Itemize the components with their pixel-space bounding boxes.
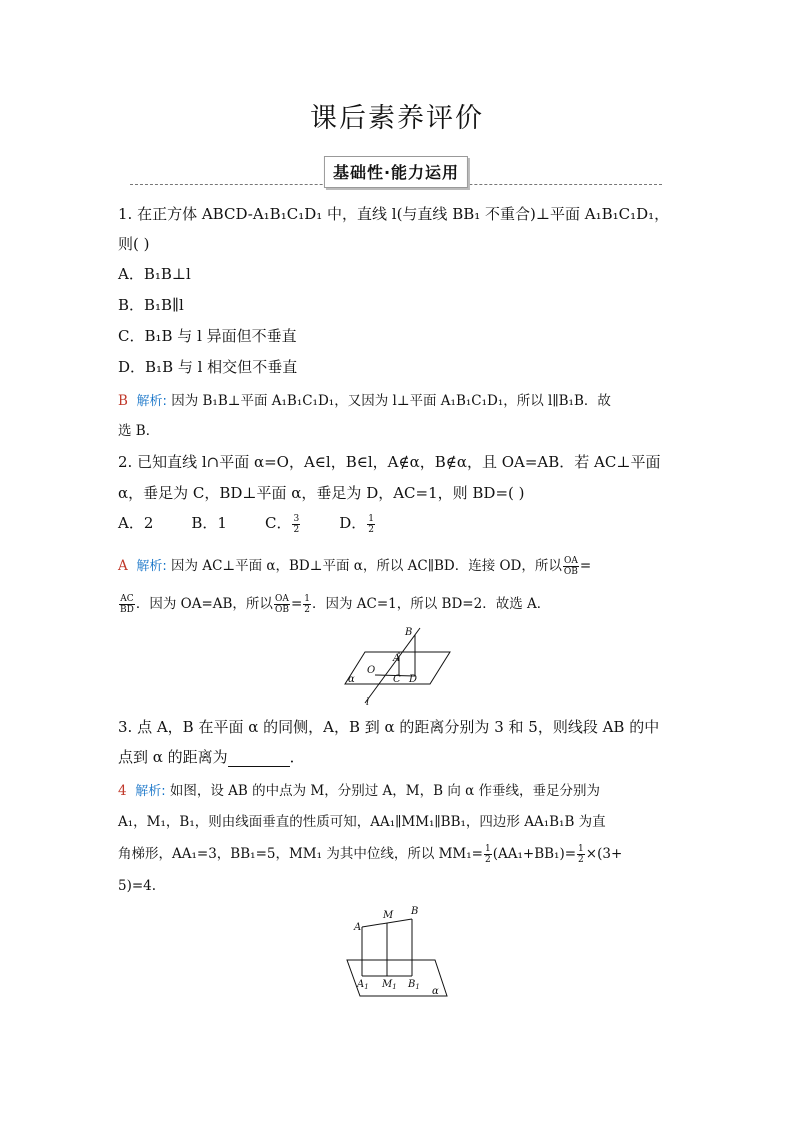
- q3-stem-line1: 3. 点 A，B 在平面 α 的同侧，A，B 到 α 的距离分别为 3 和 5，则线段 AB 的中: [118, 718, 660, 736]
- fig2-label-alpha: α: [348, 674, 355, 685]
- q2-option-d: D． $\frac{1}{2}$: [339, 513, 374, 535]
- q1-option-a: A．B₁B⊥l: [118, 265, 191, 283]
- fig3-label-M: M: [383, 910, 394, 921]
- q3-explanation-label: 解析:: [135, 784, 166, 799]
- fig2-label-B: B: [405, 627, 413, 638]
- q3-answer: 4: [118, 783, 127, 799]
- fig2-label-O: O: [367, 665, 376, 676]
- q1-explanation-line2: 选 B．: [118, 423, 160, 439]
- fig3-label-alpha: α: [432, 986, 439, 997]
- q2-options: [118, 512, 678, 535]
- q3-figure: [340, 902, 455, 1002]
- q1-explanation-line1: [118, 389, 678, 409]
- q2-explanation-line1: A 解析: 因为 AC⊥平面 α，BD⊥平面 α，所以 AC∥BD．连接 OD，所以 $\frac{OA}{OB}$ =: [118, 556, 592, 577]
- q3-explanation-line3: 角梯形，AA₁=3，BB₁=5，MM₁ 为其中位线，所以 MM₁= $\frac{1}{2}$ (AA₁+BB₁)= $\frac{1}{2}$ ×(3+: [118, 844, 623, 865]
- q2-option-a: A．2: [118, 514, 154, 532]
- q3-explanation-line2: A₁，M₁，B₁，则由线面垂直的性质可知，AA₁∥MM₁∥BB₁，四边形 AA₁B₁B 为直: [118, 814, 606, 830]
- q2-stem-line2: α，垂足为 C，BD⊥平面 α，垂足为 D，AC=1，则 BD=( ): [118, 484, 525, 502]
- q1-option-b: B．B₁B∥l: [118, 296, 184, 314]
- q2-figure: [335, 622, 460, 707]
- q3-stem-line2: 点到 α 的距离为 ．: [118, 748, 305, 766]
- fig3-label-A: A: [354, 922, 362, 933]
- fig3-label-B1: $B_1$: [408, 979, 420, 991]
- q1-stem-line2: 则( ): [118, 235, 150, 253]
- q2-option-c: C． $\frac{3}{2}$: [264, 513, 300, 535]
- q1-stem-line1: 1. 在正方体 ABCD-A₁B₁C₁D₁ 中，直线 l(与直线 BB₁ 不重合)⊥平面 A₁B₁C₁D₁，: [118, 205, 670, 223]
- section-title: 基础性·能力运用: [324, 156, 468, 188]
- page-title: 课后素养评价: [310, 103, 484, 134]
- fig2-label-l: l: [366, 697, 370, 707]
- q1-explanation-label: 解析:: [136, 394, 167, 409]
- q2-stem-line1: 2. 已知直线 l∩平面 α=O，A∈l，B∈l，A∉α，B∉α，且 OA=AB．若 AC⊥平面: [118, 453, 661, 471]
- q2-explanation-label: 解析:: [136, 559, 167, 574]
- q2-explanation-line2: $\frac{AC}{BD}$ ．因为 OA=AB，所以 $\frac{OA}{OB}$ = $\frac{1}{2}$ ．因为 AC=1，所以 BD=2．故选 A．: [120, 594, 551, 615]
- q1-option-d: D．B₁B 与 l 相交但不垂直: [118, 358, 298, 376]
- q1-option-c: C．B₁B 与 l 异面但不垂直: [118, 327, 297, 345]
- section-header: [130, 156, 662, 186]
- q3-explanation-line4: 5)=4.: [118, 878, 157, 894]
- q2-option-b: B．1: [191, 514, 227, 532]
- fig3-label-A1: $A_1$: [357, 979, 369, 991]
- fig2-label-D: D: [409, 674, 418, 685]
- q3-explanation-line1: 4 解析: 如图，设 AB 的中点为 M，分别过 A，M，B 向 α 作垂线，垂足分别为: [118, 783, 601, 799]
- fig2-label-C: C: [393, 674, 401, 685]
- q3-answer-blank: [228, 752, 290, 767]
- fig3-label-M1: $M_1$: [382, 979, 397, 991]
- q2-answer: A: [118, 558, 128, 574]
- q1-explanation-text: 因为 B₁B⊥平面 A₁B₁C₁D₁，又因为 l⊥平面 A₁B₁C₁D₁，所以 l∥B₁B．故: [171, 393, 611, 409]
- fig2-label-A: A: [393, 653, 401, 664]
- q1-answer: B: [118, 393, 128, 409]
- fig3-label-B: B: [411, 906, 419, 917]
